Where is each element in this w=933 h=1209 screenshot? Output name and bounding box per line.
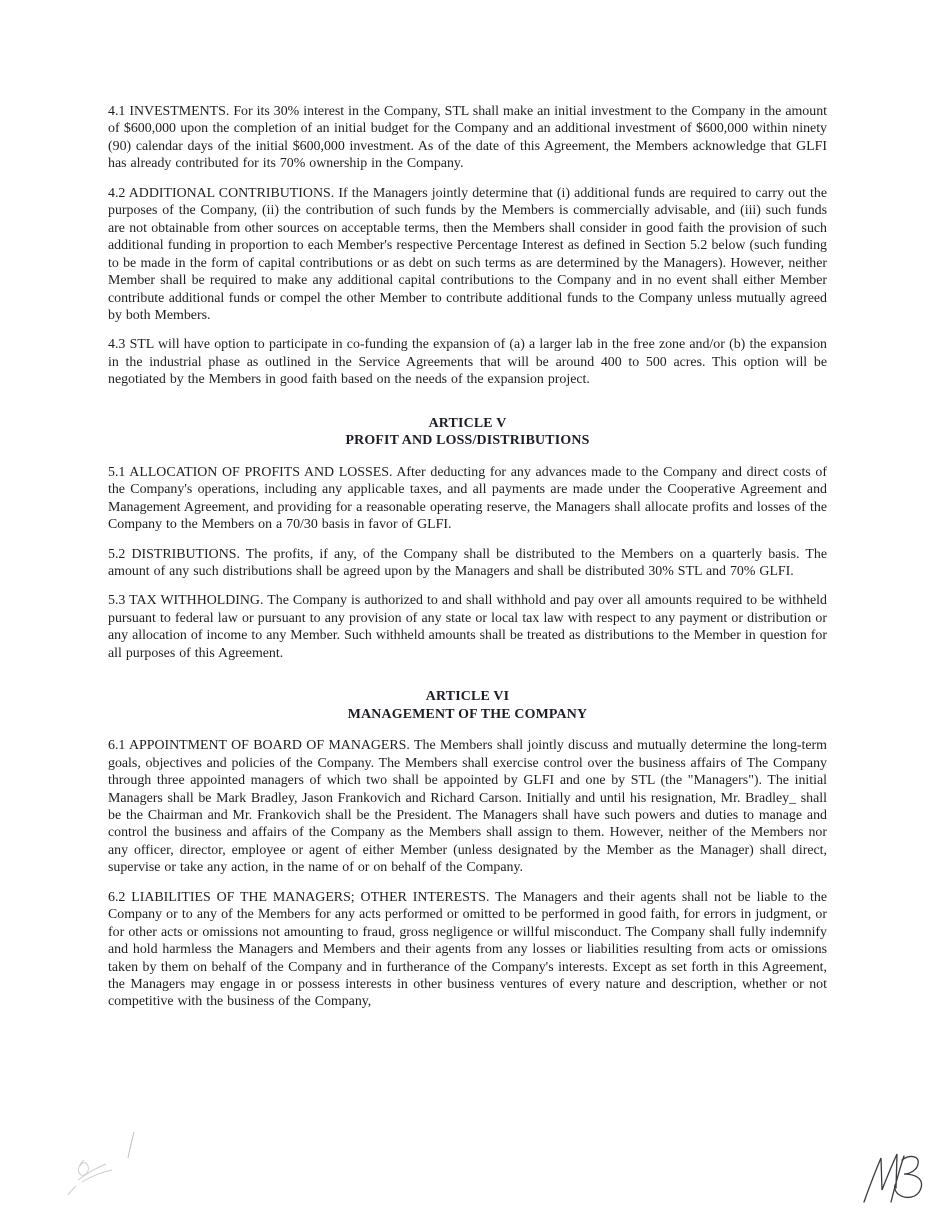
handwritten-pencil-mark [58, 1128, 168, 1198]
paragraph-4-2-additional-contributions: 4.2 ADDITIONAL CONTRIBUTIONS. If the Managers jointly determine that (i) additional funds are required to carry out the purposes of the Company, (ii) the contribution of such funds by the Members is commercially advisable, and (iii) such funds are not obtainable from other sources on acceptable terms, then the Members shall consider in good faith the provision of such additional funding in proportion to each Member's respective Percentage Interest as defined in Section 5.2 below (such funding to be made in the form of capital contributions or as debt on such terms as are determined by the Managers). However, neither Member shall be required to make any additional capital contributions to the Company and in no event shall either Member contribute additional funds or compel the other Member to contribute additional funds to the Company unless mutually agreed by both Members. [108, 185, 827, 323]
paragraph-5-2-distributions: 5.2 DISTRIBUTIONS. The profits, if any, of the Company shall be distributed to the Members on a quarterly basis. The amount of any such distributions shall be agreed upon by the Managers and shall be distributed 30% STL and 70% GLFI. [108, 546, 827, 579]
paragraph-6-2-liabilities-managers: 6.2 LIABILITIES OF THE MANAGERS; OTHER INTERESTS. The Managers and their agents shall not be liable to the Company or to any of the Members for any acts performed or omitted to be performed in good faith, for errors in judgment, or for other acts or omissions not amounting to fraud, gross negligence or willful misconduct. The Company shall fully indemnify and hold harmless the Managers and Members and their agents from any losses or liabilities resulting from acts or omissions taken by them on behalf of the Company and in furtherance of the Company's interests. Except as set forth in this Agreement, the Managers may engage in or possess interests in other business ventures of every nature and description, whether or not competitive with the business of the Company, [108, 889, 827, 1010]
article-vi-subtitle: MANAGEMENT OF THE COMPANY [347, 706, 588, 722]
article-v-title: ARTICLE V [428, 415, 507, 431]
paragraph-4-1-investments: 4.1 INVESTMENTS. For its 30% interest in the Company, STL shall make an initial investment to the Company in the amount of $600,000 upon the completion of an initial budget for the Company and an additional investment of $600,000 within ninety (90) calendar days of the initial $600,000 investment. As of the date of this Agreement, the Members acknowledge that GLFI has already contributed for its 70% ownership in the Company. [108, 104, 827, 172]
paragraph-5-3-tax-withholding: 5.3 TAX WITHHOLDING. The Company is authorized to and shall withhold and pay over all amounts required to be withheld pursuant to federal law or pursuant to any provision of any state or local tax law with respect to any payment or distribution or any allocation of income to any Member. Such withheld amounts shall be treated as distributions to the Member in question for all purposes of this Agreement. [108, 593, 827, 661]
article-v-heading [108, 415, 827, 450]
article-vi-title: ARTICLE VI [425, 689, 510, 705]
paragraph-6-1-appointment-board-managers: 6.1 APPOINTMENT OF BOARD OF MANAGERS. The Members shall jointly discuss and mutually determine the long-term goals, objectives and policies of the Company. The Members shall exercise control over the business affairs of The Company through three appointed managers of which two shall be appointed by GLFI and one by STL (the "Managers"). The initial Managers shall be Mark Bradley, Jason Frankovich and Richard Carson. Initially and until his resignation, Mr. Bradley_ shall be the Chairman and Mr. Frankovich shall be the President. The Managers shall have such powers and duties to manage and control the business and affairs of the Company as the Members shall assign to them. However, neither of the Members nor any officer, director, employee or agent of either Member (unless designated by the Member as the Manager) shall direct, supervise or take any action, in the name of or on behalf of the Company. [108, 738, 827, 876]
paragraph-5-1-allocation-profits-losses: 5.1 ALLOCATION OF PROFITS AND LOSSES. After deducting for any advances made to the Company and direct costs of the Company's operations, including any applicable taxes, and all payments are made under the Cooperative Agreement and Management Agreement, and providing for a reasonable operating reserve, the Managers shall allocate profits and losses of the Company to the Members on a 70/30 basis in favor of GLFI. [108, 464, 827, 533]
article-v-subtitle: PROFIT AND LOSS/DISTRIBUTIONS [345, 433, 590, 449]
document-body [108, 103, 827, 1023]
handwritten-initials-mb [860, 1150, 930, 1209]
paragraph-4-3-cofunding-option: 4.3 STL will have option to participate in co-funding the expansion of (a) a larger lab in the free zone and/or (b) the expansion in the industrial phase as outlined in the Service Agreements that will be around 400 to 500 acres. This option will be negotiated by the Members in good faith based on the needs of the expansion project. [108, 337, 827, 388]
article-vi-heading [108, 688, 827, 723]
